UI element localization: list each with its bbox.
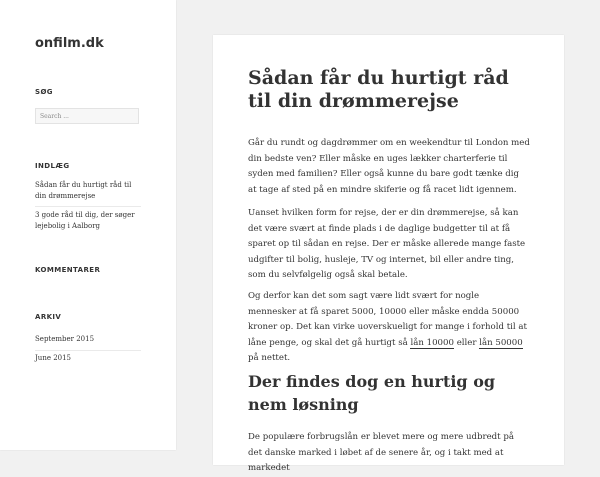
search-heading: SØG <box>35 88 53 96</box>
paragraph-text: Og derfor kan det som sagt være lidt svært for nogle mennesker at få sparet 5000, 10000 eller måske endda 50000 kroner op. Det kan virke uoverskueligt for mange i forhold til at låne penge, og skal det gå hurtigt så <box>248 291 527 348</box>
article-paragraph: Uanset hvilken form for rejse, der er din drømmerejse, så kan det være svært at finde plads i de daglige budgetter til at få sparet op til sådan en rejse. Der er måske allerede mange faste udgifter til bolig, husleje, TV og internet, bil eller andre ting, som du selvfølgelig også skal betale. <box>248 208 526 280</box>
article-paragraph: Går du rundt og dagdrømmer om en weekendtur til London med din bedste ven? Eller måske en uges lækker charterferie til syden med familien? Eller også kunne du bare godt tænke dig at tage af sted på en mindre skiferie og få racet lidt igennem. <box>248 138 530 195</box>
article-paragraph <box>248 289 530 367</box>
search-input[interactable] <box>35 108 139 124</box>
sidebar <box>0 0 176 450</box>
recent-post-link[interactable]: 3 gode råd til dig, der søger lejebolig i Aalborg <box>35 211 135 230</box>
site-title[interactable]: onfilm.dk <box>35 36 104 51</box>
loan-50000-link[interactable]: lån 50000 <box>479 337 523 348</box>
article-title: Sådan får du hurtigt råd til din drømmerejse <box>248 67 509 112</box>
paragraph-text: eller <box>453 337 480 348</box>
paragraph-text: på nettet. <box>248 353 291 363</box>
archive-link[interactable]: September 2015 <box>35 332 141 351</box>
recent-posts-heading: INDLÆG <box>35 162 70 170</box>
article <box>213 35 564 473</box>
archive-list <box>35 332 141 369</box>
article-paragraph: De populære forbrugslån er blevet mere og mere udbredt på det danske marked i løbet af de senere år, og i takt med at markedet <box>248 432 514 473</box>
archive-link[interactable]: June 2015 <box>35 354 72 362</box>
comments-heading: KOMMENTARER <box>35 266 101 274</box>
recent-posts-list <box>35 177 141 236</box>
loan-10000-link[interactable]: lån 10000 <box>410 337 454 348</box>
recent-post-link[interactable]: Sådan får du hurtigt råd til din drømmerejse <box>35 177 141 207</box>
article-subheading: Der findes dog en hurtig og nem løsning <box>248 372 496 414</box>
archive-heading: ARKIV <box>35 313 62 321</box>
